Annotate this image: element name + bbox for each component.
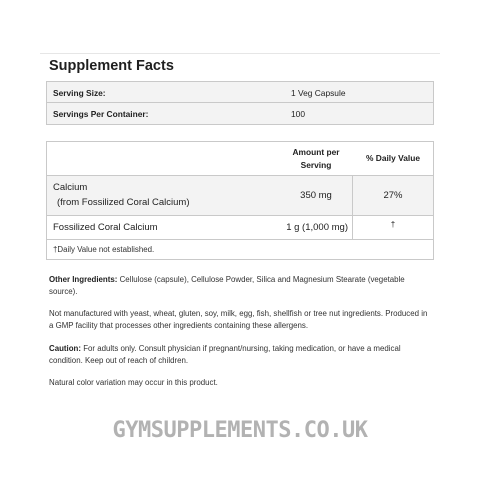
serving-table — [46, 81, 434, 125]
amount-header-line2: Serving — [300, 160, 332, 170]
servings-per-container-value: 100 — [291, 109, 305, 119]
top-divider — [40, 53, 440, 54]
serving-size-value: 1 Veg Capsule — [291, 88, 346, 98]
nutrient-name: Calcium — [53, 182, 88, 193]
caution-label: Caution: — [49, 344, 81, 353]
daily-value-header: % Daily Value — [366, 153, 420, 163]
nutrient-table — [46, 141, 434, 260]
allergen-statement: Not manufactured with yeast, wheat, gluten, soy, milk, egg, fish, shellfish or tree nut ingredients. Produced in a GMP facility that processes other ingredients containing these allergens. — [49, 309, 428, 330]
other-ingredients-label: Other Ingredients: — [49, 275, 118, 284]
nutrient-row-coral-calcium — [47, 216, 433, 240]
servings-per-container-label: Servings Per Container: — [53, 109, 149, 119]
watermark-text: GYMSUPPLEMENTS.CO.UK — [112, 418, 368, 443]
nutrient-amount: 1 g (1,000 mg) — [286, 222, 348, 233]
nutrient-source: (from Fossilized Coral Calcium) — [57, 197, 190, 208]
serving-size-label: Serving Size: — [53, 88, 106, 98]
servings-per-container-row — [47, 103, 433, 124]
color-variation-note: Natural color variation may occur in this product. — [49, 378, 218, 387]
panel-title: Supplement Facts — [49, 58, 174, 74]
nutrient-table-header — [47, 142, 433, 176]
column-divider — [352, 176, 353, 240]
other-ingredients-text: Cellulose (capsule), Cellulose Powder, Silica and Magnesium Stearate (vegetable source). — [49, 275, 405, 296]
serving-size-row — [47, 82, 433, 103]
nutrient-amount: 350 mg — [300, 190, 332, 201]
nutrient-daily-value: † — [390, 220, 396, 229]
nutrient-name: Fossilized Coral Calcium — [53, 222, 158, 233]
caution-statement — [49, 343, 431, 366]
amount-header-line1: Amount per — [292, 147, 340, 157]
caution-text: For adults only. Consult physician if pregnant/nursing, taking medication, or have a medical condition. Keep out of reach of children. — [49, 344, 401, 365]
other-ingredients — [49, 274, 431, 297]
nutrient-daily-value: 27% — [383, 190, 403, 201]
daily-value-footnote: †Daily Value not established. — [53, 245, 155, 254]
amount-per-serving-header — [280, 146, 352, 172]
nutrient-row-calcium — [47, 176, 433, 216]
